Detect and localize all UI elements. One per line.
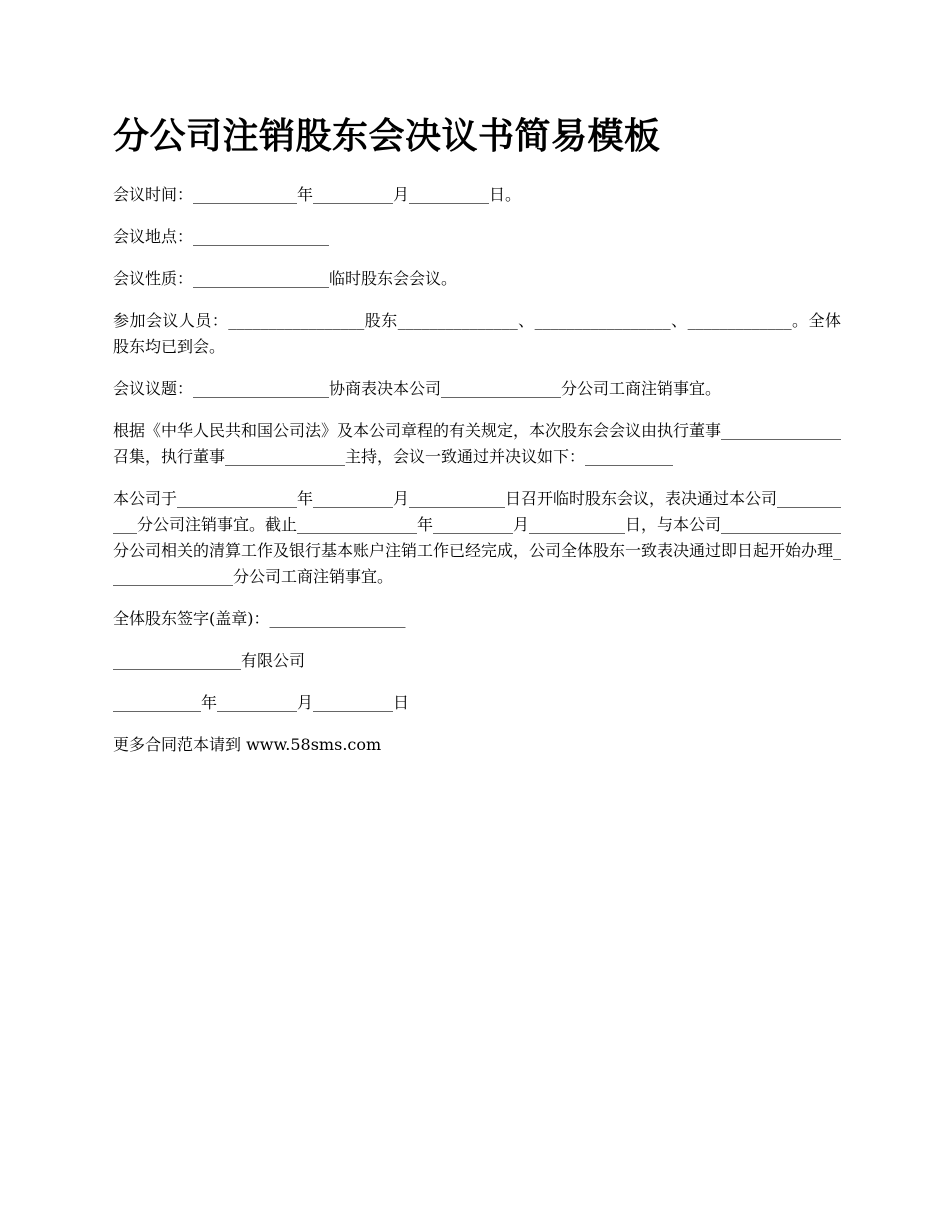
attendees-paragraph: 参加会议人员：_________________股东_______________、_________________、_____________。全体股东均已到会。 <box>113 311 841 356</box>
company-name-line: ________________有限公司 <box>113 651 306 670</box>
resolution-paragraph: 本公司于_______________年__________月____________日召开临时股东会议，表决通过本公司___________分公司注销事宜。截止_______________年__________月____________日，与本公司_______________分公司相关的清算工作及银行基本账户注销工作已经完成，公司全体股东一致表决通过即日起开始办理________________分公司工商注销事宜。 <box>113 489 842 586</box>
document-title: 分公司注销股东会决议书简易模板 <box>113 115 661 157</box>
meeting-place-line: 会议地点：_________________ <box>113 227 330 246</box>
meeting-nature-line: 会议性质：_________________临时股东会会议。 <box>113 269 458 288</box>
more-templates-footer: 更多合同范本请到 www.58sms.com <box>113 735 382 754</box>
date-line: ___________年__________月__________日 <box>113 693 410 712</box>
shareholder-signature-line: 全体股东签字(盖章)：_________________ <box>113 609 406 628</box>
meeting-time-line: 会议时间：_____________年__________月__________日。 <box>113 185 522 204</box>
legal-basis-paragraph: 根据《中华人民共和国公司法》及本公司章程的有关规定，本次股东会会议由执行董事_______________召集，执行董事_______________主持，会议一致通过并决议如下：___________ <box>113 421 842 466</box>
agenda-line: 会议议题：_________________协商表决本公司_______________分公司工商注销事宜。 <box>113 379 722 398</box>
document-page <box>113 110 841 774</box>
